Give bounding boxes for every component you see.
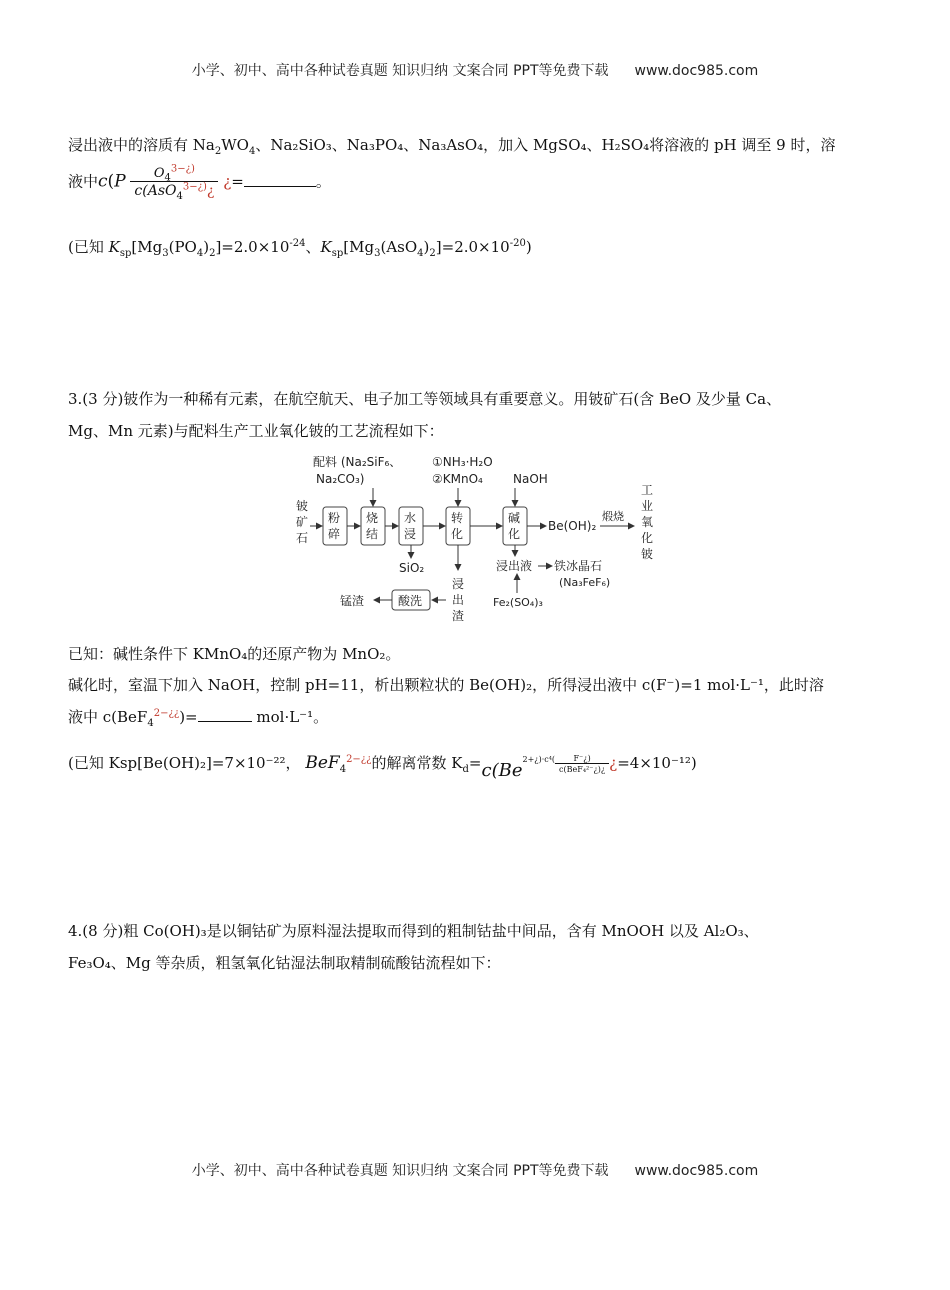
svg-text:工: 工 [641,483,654,497]
svg-text:石: 石 [296,531,309,545]
beoh2-label: Be(OH)₂ [548,519,597,533]
svg-text:烧: 烧 [366,511,379,525]
q4-line2: Fe₃O₄、Mg 等杂质，粗氢氧化钴湿法制取精制硫酸钴流程如下： [68,954,501,972]
q2-known: (已知 $K_{sp}[Mg_3(PO_4)_2]=2.0\times 10^{-24}$、$K_{sp}[Mg_3(AsO_4)_2]=2.0\times 10^{-20}$) [68,238,532,259]
page-header [0,60,950,80]
q2-fraction: $\frac{O_4^{3-¿)}}{c(AsO_4^{3-¿)}¿}$ [130,166,218,199]
naoh-label: NaOH [513,472,548,486]
svg-text:浸出液: 浸出液 [496,559,533,573]
svg-text:转: 转 [451,511,464,525]
calcine-label: 煅烧 [602,510,624,523]
q3-intro-line2: Mg、Mn 元素)与配料生产工业氧化铍的工艺流程如下： [68,422,444,440]
q2-line2: 液中c(P $\frac{O_4^{3-¿)}}{c(AsO_4^{3-¿)}¿}$ ¿= 。 [68,163,331,202]
svg-text:锰渣: 锰渣 [340,594,365,608]
svg-text:酸洗: 酸洗 [398,594,423,608]
feed-label-2: Na₂CO₃) [316,472,365,486]
svg-text:SiO₂: SiO₂ [399,561,425,575]
q3-known1: 已知：碱性条件下 KMnO₄的还原产物为 MnO₂。 [68,645,401,663]
svg-text:氧: 氧 [641,515,654,529]
footer-url[interactable]: www.doc985.com [634,1163,759,1179]
q3-flow-diagram [280,450,680,630]
svg-text:铍: 铍 [641,547,654,561]
reagent-2: ②KMnO₄ [432,472,483,486]
q3-intro-line1: 3.(3 分)铍作为一种稀有元素，在航空航天、电子加工等领域具有重要意义。用铍矿石(含 BeO 及少量 Ca、 [68,390,782,408]
svg-text:碎: 碎 [328,527,341,541]
header-url[interactable]: www.doc985.com [634,63,759,79]
svg-text:矿: 矿 [296,515,309,529]
svg-text:结: 结 [366,527,379,541]
svg-text:浸: 浸 [452,577,465,591]
reagent-1: ①NH₃·H₂O [432,455,493,469]
feed-label-1: 配料 (Na₂SiF₆、 [313,455,402,469]
q3-known3: (已知 Ksp[Be(OH)₂]=7×10⁻²²， BeF$_4^{2-¿¿}$的解离常数 $K_d=c(Be^{2+¿)\cdot c^4(}$ $\frac{F^-¿)}{\text{c(BeF₄²⁻¿)¿}}$ ¿=4×10⁻¹²) [68,753,697,781]
q3-answer-blank[interactable] [198,720,252,722]
q2-answer-blank[interactable] [244,185,316,187]
svg-text:出: 出 [452,593,465,607]
svg-text:业: 业 [641,499,654,513]
svg-text:浸: 浸 [404,527,417,541]
q3-known2: 碱化时，室温下加入 NaOH，控制 pH=11，析出颗粒状的 Be(OH)₂，所得浸出液中 c(F⁻)=1 mol·L⁻¹，此时溶 [68,676,824,694]
svg-text:铁冰晶石: 铁冰晶石 [554,559,603,573]
svg-text:(Na₃FeF₆): (Na₃FeF₆) [559,576,611,589]
q2-line1: 浸出液中的溶质有 $Na_2WO_4$、Na₂SiO₃、Na₃PO₄、Na₃AsO₄，加入 MgSO₄、H₂SO₄将溶液的 pH 调至 9 时，溶 [68,136,836,157]
svg-text:水: 水 [404,511,417,525]
q3-line3: 液中 c(BeF$_4^{2-¿¿}$)= mol·L⁻¹。 [68,708,329,729]
svg-text:渣: 渣 [452,609,465,623]
svg-text:化: 化 [451,527,464,541]
svg-text:化: 化 [641,531,654,545]
svg-text:化: 化 [508,527,521,541]
q4-line1: 4.(8 分)粗 Co(OH)₃是以铜钴矿为原料湿法提取而得到的粗制钴盐中间品，含有 MnOOH 以及 Al₂O₃、 [68,922,759,940]
page-footer [0,1160,950,1180]
svg-text:碱: 碱 [508,511,521,525]
svg-text:粉: 粉 [328,511,341,525]
header-text: 小学、初中、高中各种试卷真题 知识归纳 文案合同 PPT等免费下载 [191,63,609,79]
svg-text:铍: 铍 [296,499,309,513]
svg-text:Fe₂(SO₄)₃: Fe₂(SO₄)₃ [493,596,543,609]
footer-text: 小学、初中、高中各种试卷真题 知识归纳 文案合同 PPT等免费下载 [191,1163,609,1179]
